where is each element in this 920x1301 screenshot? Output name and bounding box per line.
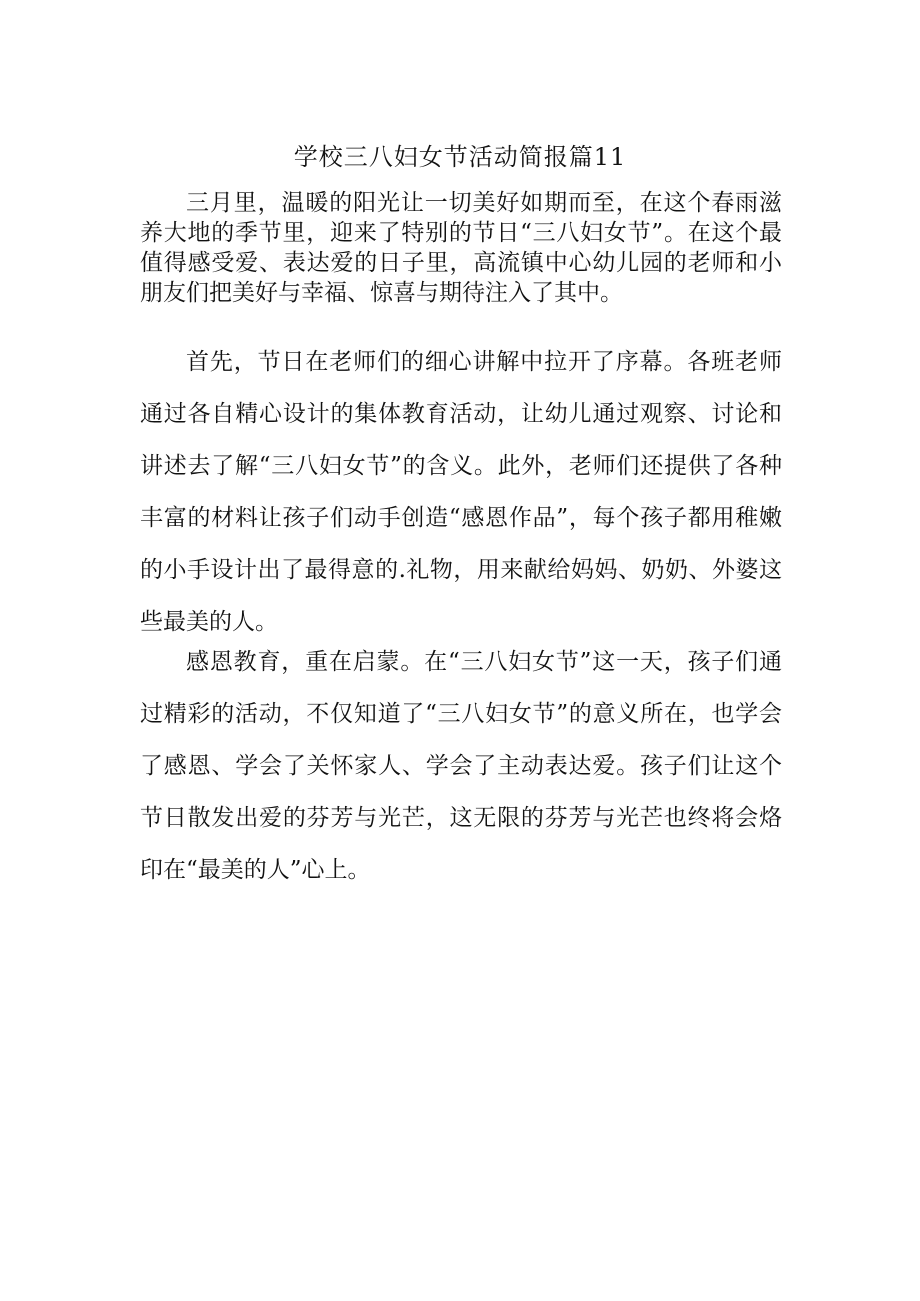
paragraph-3: 感恩教育，重在启蒙。在“三八妇女节”这一天，孩子们通过精彩的活动，不仅知道了“三八妇女节”的意义所在，也学会了感恩、学会了关怀家人、学会了主动表达爱。孩子们让这个节日散发出爱的芬芳与光芒，这无限的芬芳与光芒也终将会烙印在“最美的人”心上。 <box>140 649 782 883</box>
paragraph-1: 三月里，温暖的阳光让一切美好如期而至，在这个春雨滋养大地的季节里，迎来了特别的节日“三八妇女节”。在这个最值得感受爱、表达爱的日子里，高流镇中心幼儿园的老师和小朋友们把美好与幸福、惊喜与期待注入了其中。 <box>140 190 782 306</box>
document-title: 学校三八妇女节活动简报篇11 <box>293 143 627 171</box>
paragraph-2: 首先，节日在老师们的细心讲解中拉开了序幕。各班老师通过各自精心设计的集体教育活动，让幼儿通过观察、讨论和讲述去了解“三八妇女节”的含义。此外，老师们还提供了各种丰富的材料让孩子们动手创造“感恩作品”，每个孩子都用稚嫩的小手设计出了最得意的.礼物，用来献给妈妈、奶奶、外婆这些最美的人。 <box>140 349 782 635</box>
